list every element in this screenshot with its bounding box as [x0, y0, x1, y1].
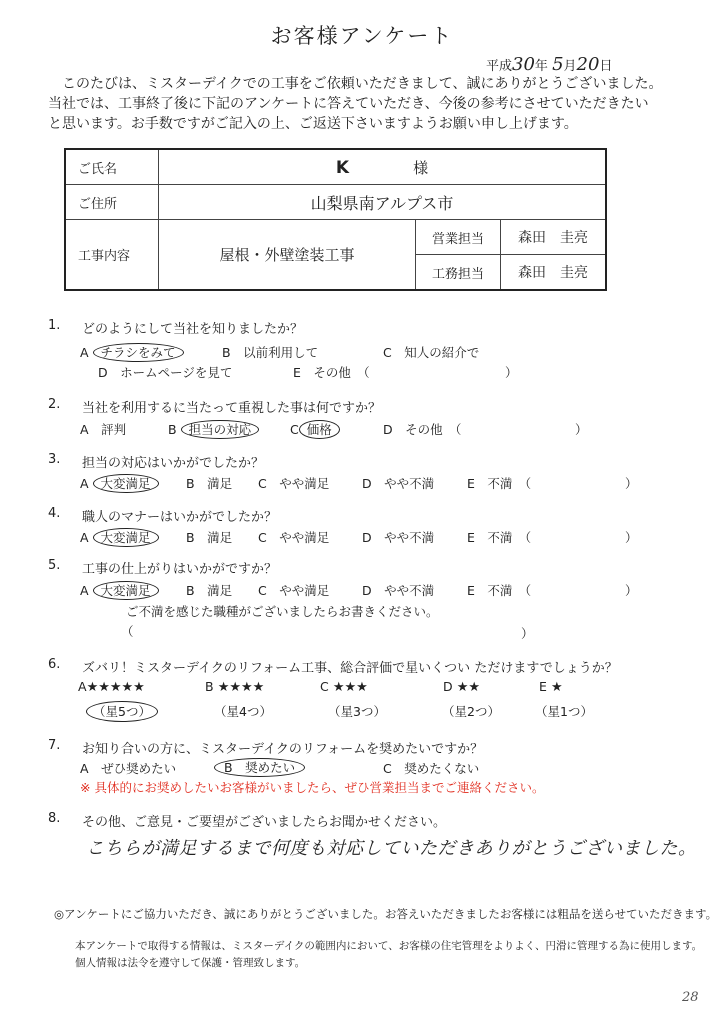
- q1-option-b: [222, 343, 318, 361]
- footer-privacy: [75, 938, 702, 972]
- q1-option-e: [293, 363, 370, 381]
- q4-d-letter: D: [362, 530, 372, 545]
- q1-option-c: [383, 343, 479, 361]
- works-label: 工務担当: [416, 255, 501, 291]
- q6-e-stars: ★: [551, 680, 563, 695]
- q2-c-letter: C: [290, 422, 299, 437]
- q8-number: 8.: [48, 811, 61, 826]
- q3-text: 担当の対応はいかがでしたか？: [82, 456, 265, 471]
- q3-c-text: やや満足: [279, 476, 330, 491]
- q6-label-a-circled: （星5つ）: [86, 701, 158, 722]
- q7-c-letter: C: [383, 761, 392, 776]
- q2-c-circled: 価格: [299, 420, 340, 439]
- q1-a-circled: チラシをみて: [93, 343, 184, 362]
- q2-number: 2.: [48, 397, 61, 412]
- q2-text: 当社を利用するに当たって重視した事は何ですか？: [82, 401, 382, 416]
- name-suffix: 様: [413, 158, 429, 177]
- q7-number: 7.: [48, 738, 61, 753]
- q2-b-letter: B: [168, 422, 177, 437]
- q4-number: 4.: [48, 506, 61, 521]
- q5-c-text: やや満足: [279, 583, 330, 598]
- survey-date: [486, 54, 612, 75]
- q1-c-letter: C: [383, 345, 392, 360]
- q5-note-open: （: [121, 624, 134, 639]
- name-label: ご氏名: [65, 149, 159, 185]
- works-value: 森田 圭亮: [501, 255, 607, 291]
- q5-e-letter: E: [467, 583, 475, 598]
- sales-value: 森田 圭亮: [501, 220, 607, 255]
- intro-line-1: このたびは、ミスターデイクでの工事をご依頼いただきまして、誠にありがとうございました。: [62, 76, 663, 92]
- q3-b-letter: B: [186, 476, 195, 491]
- q3-option-a: [80, 474, 159, 492]
- q7-option-b: [214, 758, 305, 776]
- q4-option-d: [362, 528, 434, 546]
- q2-d-letter: D: [383, 422, 393, 437]
- q5-e-text: 不満 （: [487, 583, 532, 598]
- work-value: 屋根・外壁塗装工事: [159, 220, 416, 291]
- q6-option-c: [320, 679, 368, 695]
- date-month: 5: [552, 54, 564, 75]
- q1-d-letter: D: [98, 365, 108, 380]
- q5-option-a: [80, 581, 159, 599]
- q2-option-a: [80, 420, 126, 438]
- q6-label-d: （星2つ）: [442, 704, 500, 719]
- q7-option-c: [383, 759, 479, 777]
- q5-d-letter: D: [362, 583, 372, 598]
- date-year: 30: [512, 54, 535, 75]
- work-label: 工事内容: [65, 220, 159, 291]
- q7-b-letter: B: [224, 760, 233, 775]
- q4-option-c: [258, 528, 329, 546]
- q5-a-circled: 大変満足: [93, 581, 159, 600]
- q6-e-letter: E: [539, 679, 547, 694]
- name-cell: [159, 149, 607, 185]
- address-label: ご住所: [65, 185, 159, 220]
- q5-a-letter: A: [80, 583, 89, 598]
- q4-a-letter: A: [80, 530, 89, 545]
- q4-a-circled: 大変満足: [93, 528, 159, 547]
- q2-d-text: その他 （: [405, 422, 462, 437]
- q3-d-letter: D: [362, 476, 372, 491]
- q5-option-b: [186, 581, 232, 599]
- q6-label-b: （星4つ）: [214, 704, 272, 719]
- footer-privacy-line-2: 個人情報は法令を遵守して保護・管理致します。: [75, 957, 306, 969]
- q6-text: ズバリ！ミスターデイクのリフォーム工事、総合評価で星いくつい ただけますでしょうか？: [82, 661, 618, 676]
- footer-privacy-line-1: 本アンケートで取得する情報は、ミスターデイクの範囲内において、お客様の住宅管理をよりよく、円滑に管理する為に使用します。: [75, 940, 703, 952]
- q5-note-close: ）: [521, 626, 534, 641]
- q7-b-circled: [214, 758, 305, 777]
- q5-note: ご不満を感じた職種がございましたらお書きください。: [126, 604, 439, 619]
- q3-option-e: [467, 474, 531, 492]
- page-title: お客様アンケート: [270, 24, 454, 48]
- q8-handwritten-answer: こちらが満足するまで何度も対応していただきありがとうございました。: [86, 838, 697, 859]
- q1-d-text: ホームページを見て: [120, 365, 233, 380]
- q4-option-b: [186, 528, 232, 546]
- q3-number: 3.: [48, 452, 61, 467]
- q3-a-circled: 大変満足: [93, 474, 159, 493]
- date-day-unit: 日: [599, 59, 613, 74]
- q6-b-stars: ★★★★: [217, 680, 265, 695]
- q6-option-e: [539, 679, 563, 695]
- q3-d-text: やや不満: [384, 476, 435, 491]
- q5-b-letter: B: [186, 583, 195, 598]
- date-month-unit: 月: [563, 59, 577, 74]
- q4-c-letter: C: [258, 530, 267, 545]
- q5-b-text: 満足: [207, 583, 233, 598]
- address-value: 山梨県南アルプス市: [159, 185, 607, 220]
- q4-b-text: 満足: [207, 530, 233, 545]
- date-year-unit: 年: [534, 59, 548, 74]
- q3-c-letter: C: [258, 476, 267, 491]
- q7-c-text: 奨めたくない: [404, 761, 480, 776]
- q5-text: 工事の仕上がりはいかがですか？: [82, 562, 278, 577]
- q1-e-text: その他 （: [313, 365, 370, 380]
- q1-b-text: 以前利用して: [243, 345, 319, 360]
- q1-number: 1.: [48, 318, 61, 333]
- q6-option-b: [205, 679, 264, 695]
- q6-label-c: （星3つ）: [328, 704, 386, 719]
- q5-c-letter: C: [258, 583, 267, 598]
- q2-a-text: 評判: [101, 422, 127, 437]
- q1-option-a: [80, 343, 184, 361]
- q3-option-c: [258, 474, 329, 492]
- q2-option-b: [168, 420, 259, 438]
- q7-a-text: ぜひ奨めたい: [101, 761, 177, 776]
- name-value: K: [335, 157, 350, 178]
- customer-info-table: [64, 148, 607, 291]
- q1-c-text: 知人の紹介で: [404, 345, 480, 360]
- q5-d-text: やや不満: [384, 583, 435, 598]
- q1-b-letter: B: [222, 345, 231, 360]
- q4-option-e: [467, 528, 531, 546]
- q1-a-letter: A: [80, 345, 89, 360]
- intro-text: [48, 74, 698, 134]
- q1-e-close: ）: [505, 365, 518, 380]
- q3-e-text: 不満 （: [487, 476, 532, 491]
- footer-thanks: ◎アンケートにご協力いただき、誠にありがとうございました。お答えいただきましたお客様には粗品を送らせていただきます。: [54, 907, 718, 921]
- q6-option-a: [78, 679, 145, 695]
- q4-option-a: [80, 528, 159, 546]
- q5-option-d: [362, 581, 434, 599]
- q3-b-text: 満足: [207, 476, 233, 491]
- q6-a-letter: A: [78, 679, 87, 694]
- q2-option-c: [290, 420, 340, 438]
- intro-line-3: と思います。お手数ですがご記入の上、ご返送下さいますようお願い申し上げます。: [48, 116, 578, 132]
- q4-c-text: やや満足: [279, 530, 330, 545]
- q4-d-text: やや不満: [384, 530, 435, 545]
- q5-option-c: [258, 581, 329, 599]
- q4-text: 職人のマナーはいかがでしたか？: [82, 510, 278, 525]
- q1-e-letter: E: [293, 365, 301, 380]
- q7-a-letter: A: [80, 761, 89, 776]
- page-number: 28: [682, 990, 699, 1005]
- q1-text: どのようにして当社を知りましたか？: [82, 322, 304, 337]
- q8-text: その他、ご意見・ご要望がございましたらお聞かせください。: [82, 815, 447, 830]
- date-era: 平成: [486, 59, 513, 74]
- q5-option-e: [467, 581, 531, 599]
- q5-e-close: ）: [625, 583, 638, 598]
- q4-e-close: ）: [625, 530, 638, 545]
- q6-d-letter: D: [443, 679, 453, 694]
- q3-option-b: [186, 474, 232, 492]
- q6-b-letter: B: [205, 679, 214, 694]
- q6-label-e: （星1つ）: [535, 704, 593, 719]
- q6-a-stars: ★★★★★: [86, 680, 145, 695]
- q7-note: ※ 具体的にお奨めしたいお客様がいましたら、ぜひ営業担当までご連絡ください。: [80, 780, 545, 795]
- q5-number: 5.: [48, 558, 61, 573]
- q2-b-circled: 担当の対応: [181, 420, 260, 439]
- intro-line-2: 当社では、工事終了後に下記のアンケートに答えていただき、今後の参考にさせていただきたい: [48, 96, 649, 112]
- q6-c-stars: ★★★: [332, 680, 368, 695]
- q7-text: お知り合いの方に、ミスターデイクのリフォームを奨めたいですか？: [82, 742, 484, 757]
- q7-b-text: 奨めたい: [245, 760, 296, 775]
- q6-number: 6.: [48, 657, 61, 672]
- q2-a-letter: A: [80, 422, 89, 437]
- q3-a-letter: A: [80, 476, 89, 491]
- q2-option-d: [383, 420, 461, 438]
- q1-option-d: [98, 363, 232, 381]
- q4-e-text: 不満 （: [487, 530, 532, 545]
- q6-option-d: [443, 679, 480, 695]
- q6-c-letter: C: [320, 679, 329, 694]
- q7-option-a: [80, 759, 176, 777]
- q3-option-d: [362, 474, 434, 492]
- q6-d-stars: ★★: [456, 680, 481, 695]
- q3-e-close: ）: [625, 476, 638, 491]
- q3-e-letter: E: [467, 476, 475, 491]
- q4-b-letter: B: [186, 530, 195, 545]
- date-day: 20: [576, 54, 600, 75]
- q2-d-close: ）: [575, 422, 588, 437]
- q6-label-a: [86, 702, 158, 720]
- sales-label: 営業担当: [416, 220, 501, 255]
- q4-e-letter: E: [467, 530, 475, 545]
